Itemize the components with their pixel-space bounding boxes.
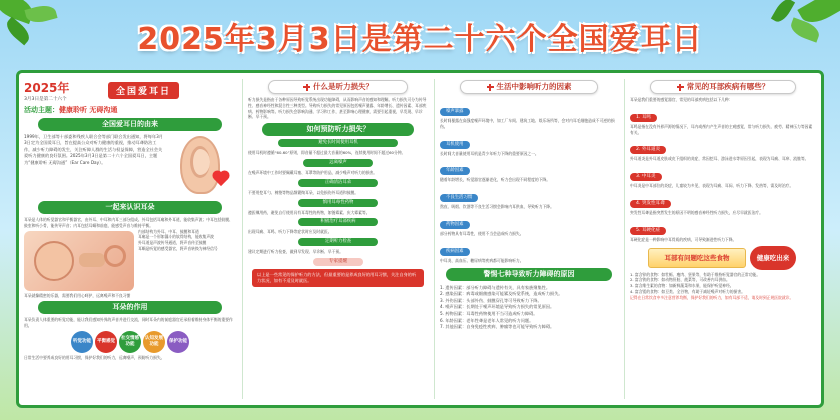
ear-illustration xyxy=(170,134,230,198)
anatomy-labels xyxy=(134,229,234,252)
food-item: 1. 富含锌的食物：如牡蛎、瘦肉、坚果等，有助于维持听觉器官的正常功能。 xyxy=(630,271,761,277)
tip-label: 慎用耳毒性药物 xyxy=(298,199,378,207)
tip-text: 使用耳机时遵循“60-60”原则，即音量不超过最大音量的60%，连续使用时间不超过60分钟。 xyxy=(248,150,406,156)
cause-item: 1. 遗传因素：部分听力障碍与遗传有关，具有家族聚集性。 xyxy=(440,284,551,290)
disease-text: 中耳炎是中耳部位的炎症，儿童较为多见，表现为耳痛、耳闷、听力下降、发热等，需及时治疗。 xyxy=(630,183,794,189)
function-bubble: 认知发展功能 xyxy=(143,331,165,353)
disease-label: 4. 突发性耳聋 xyxy=(630,200,671,208)
origin-block xyxy=(24,134,236,198)
column-3 xyxy=(435,73,623,405)
content-board xyxy=(16,70,824,408)
section-hearing-loss-title-text: 什么是听力损失？ xyxy=(313,82,373,91)
disease-label: 1. 耳鸣 xyxy=(630,114,657,122)
section-function-title: 耳朵的作用 xyxy=(38,301,222,314)
expert-label: 专家提醒 xyxy=(313,258,363,266)
medical-cross-icon xyxy=(677,84,684,91)
tip-label: 避免长时间使用耳机 xyxy=(278,139,398,147)
ear-caption: 耳朵就像精密的乐器，需要我们用心呵护，远离噪声和不良习惯 xyxy=(24,292,131,298)
disease-label: 5. 耳硬化症 xyxy=(630,227,666,235)
section-prevention-title: 如何预防听力损失？ xyxy=(262,123,414,136)
tip-text: 遵医嘱用药，避免自行使用具有耳毒性的药物，如链霉素、庆大霉素等。 xyxy=(248,209,370,215)
section-ear-title: 一起来认识耳朵 xyxy=(38,201,222,214)
column-4 xyxy=(625,73,821,405)
function-footer-text: 日常生活中要养成良好的用耳习惯，保护好我们的听力，远离噪声，预防听力损失。 xyxy=(24,354,165,360)
factor-text: 熬夜、吸烟、饮酒等不良生活习惯会影响内耳供血，导致听力下降。 xyxy=(440,204,554,210)
disease-text: 耳鸣是指在没有外界声源的情况下，耳内或颅内产生声音的主观感觉，常与听力损失、疲劳、精神压力等因素有关。 xyxy=(630,123,813,135)
tip-label: 正确清洁耳朵 xyxy=(298,179,378,187)
factor-text: 随着年龄增长，听觉器官逐渐老化，听力会出现不同程度的下降。 xyxy=(440,177,551,183)
food-banner-badge: 健康吃出来 xyxy=(750,246,796,270)
tip-label: 积极治疗耳部疾病 xyxy=(298,218,378,226)
factor-text: 长时间大音量使用耳机是青少年听力下降的重要原因之一。 xyxy=(440,150,539,156)
tip-text: 在噪声环境中工作时要佩戴耳塞、耳罩等防护用品，减少噪声对听力的损害。 xyxy=(248,169,378,175)
tip-label: 远离噪声 xyxy=(303,159,373,167)
cause-item: 4. 噪声因素：长期处于噪声环境是导致听力损失的常见原因。 xyxy=(440,304,555,310)
logo-date: 3月3日是第二十六个 xyxy=(24,97,67,102)
logo-year-box xyxy=(24,79,108,102)
section-origin-title: 全国爱耳日的由来 xyxy=(38,118,222,131)
medical-cross-icon xyxy=(303,84,310,91)
ear-intro-text: 耳朵是人体的听觉器官和平衡器官，由外耳、中耳和内耳三部分组成。外耳包括耳廓和外耳道，能收集声波；中耳包括鼓膜、鼓室和听小骨，能传导声音；内耳包括耳蜗和前庭，能感受声音与维持平衡。 xyxy=(24,217,233,228)
factor-label: 耳机使用 xyxy=(440,141,470,149)
anatomy-label: 内部结构为外耳、中耳、鼓膜和耳道 xyxy=(138,228,199,234)
cause-item: 2. 感染因素：病毒或细菌感染可能累及听觉系统，造成听力损失。 xyxy=(440,291,563,297)
cause-item: 5. 药物因素：耳毒性药物使用不当可造成听力障碍。 xyxy=(440,310,538,316)
tip-text: 建议定期进行听力检查，做到早发现、早诊断、早干预。 xyxy=(248,249,343,255)
factor-label: 药物因素 xyxy=(440,221,470,229)
section-diseases-title xyxy=(650,80,796,94)
factor-label: 疾病因素 xyxy=(440,248,470,256)
section-factors-title-text: 生活中影响听力的因素 xyxy=(496,82,572,91)
disease-text: 突发性耳聋是指突然发生的原因不明的感音神经性听力损失，应尽早就医治疗。 xyxy=(630,209,763,215)
disease-label: 2. 外耳道炎 xyxy=(630,146,666,154)
anatomy-block xyxy=(24,229,236,293)
disease-label: 3. 中耳炎 xyxy=(630,173,662,181)
factor-text: 部分药物具有耳毒性，使用不当会造成听力损失。 xyxy=(440,230,524,236)
section-hearing-loss-title xyxy=(268,80,408,94)
tip-label: 定期听力检查 xyxy=(298,238,378,246)
tip-text: 出现耳痛、耳鸣、听力下降等症状时应及时就医。 xyxy=(248,229,332,235)
function-bubbles xyxy=(24,331,236,353)
food-banner-text: 耳部有问题吃这些食物 xyxy=(648,248,746,268)
tip-text: 不要用挖耳勺、棉签等物品频繁掏耳朵，以免损伤外耳道和鼓膜。 xyxy=(248,189,359,195)
anatomy-label: 耳蜗是听觉的感受器官，将声音转换为神经信号 xyxy=(138,245,218,251)
column-1 xyxy=(19,73,241,405)
anatomy-label: 耳廓是一个形如漏斗的软骨结构，能收集声波 xyxy=(138,234,214,240)
function-bubble: 听觉功能 xyxy=(71,331,93,353)
factor-label: 不良生活习惯 xyxy=(440,194,478,202)
logo-year: 2025年 xyxy=(24,81,70,95)
food-item: 4. 富含镁的食物：如豆类、全谷物，有助于减轻噪声对听力的损害。 xyxy=(630,288,745,294)
food-banner xyxy=(648,246,798,272)
disease-text: 外耳道炎是外耳道皮肤或皮下组织的炎症，常因挖耳、游泳进水等原因引起，表现为耳痛、耳痒、流脓等。 xyxy=(630,156,809,162)
title-bar xyxy=(0,14,840,58)
factor-label: 年龄因素 xyxy=(440,167,470,175)
food-item: 3. 富含维生素的食物：如新鲜蔬菜和水果，能保护听觉神经。 xyxy=(630,283,734,289)
food-footer-text: 记得在日常饮食中多注意营养均衡，保护好我们的听力，如有耳部不适，请及时到正规医院就诊。 xyxy=(630,294,794,300)
medical-cross-icon xyxy=(487,84,494,91)
hearing-loss-text: 听力损失是指由于各种原因导致听觉系统出现功能障碍，从而影响声音的感知和理解。听力损失可分为传导性、感音神经性和混合性三种类型。导致听力损失的常见原因包括噪声暴露、年龄增长、遗传因素、耳部疾病、药物影响等。听力损失会影响沟通、学习和工作，甚至影响心理健康，需要引起重视，早发现、早诊断、早干预。 xyxy=(248,97,427,120)
factor-text: 长时间暴露在高强度噪声环境中，如工厂车间、建筑工地、娱乐场所等，会对内耳毛细胞造成不可逆的损伤。 xyxy=(440,118,615,129)
disease-text: 耳硬化症是一种影响中耳骨质的疾病，可导致渐进性听力下降。 xyxy=(630,236,737,242)
column-2 xyxy=(243,73,433,405)
section-factors-title xyxy=(460,80,598,94)
function-bubble: 平衡感觉 xyxy=(95,331,117,353)
food-item: 2. 富含铁的食物：如动物肝脏、菠菜等，可改善内耳供血。 xyxy=(630,277,730,283)
function-bubble: 保护功能 xyxy=(167,331,189,353)
cause-item: 3. 外伤因素：头部外伤、鼓膜穿孔等可导致听力下降。 xyxy=(440,297,542,303)
function-bubble: 社交情感功能 xyxy=(119,331,141,353)
cause-item: 6. 年龄因素：老年性聋是老年人常见的听力问题。 xyxy=(440,317,534,323)
logo-block xyxy=(24,79,236,102)
function-text: 耳朵负责人体重要的听觉功能，能让我们感知外界的声音并进行交流，同时耳朵内的前庭器官还承担着维持身体平衡的重要作用。 xyxy=(24,317,233,329)
theme-text: 健康聆听 无碍沟通 xyxy=(59,106,118,114)
theme-label: 活动主题： xyxy=(24,106,59,114)
factor-label: 噪声暴露 xyxy=(440,108,470,116)
expert-text: 以上是一些常见的保护听力的方法，但最重要的是养成良好的用耳习惯，关注自身的听力状况，如有不适及时就医。 xyxy=(252,269,424,287)
main-title: 2025年3月3日是第二十六个全国爱耳日 xyxy=(137,22,703,57)
origin-text: 1999年，卫生部等十部委和残疾人联合会等部门联合发出通知，将每年3月3日定为全国爱耳日，旨在提高公众对听力健康的重视，推动耳聋防治工作，减少听力障碍的发生，关注听障人群的生活与权益保障，营造全社会关爱听力健康的良好氛围。2025年3月3日是第二十六个全国爱耳日，主题为“健康聆听 无碍沟通”（Ear Care Day）。 xyxy=(24,134,163,165)
factor-text: 中耳炎、高血压、糖尿病等疾病都可能影响听力。 xyxy=(440,257,524,263)
theme-row xyxy=(24,105,236,115)
section-diseases-title-text: 常见的耳部疾病有哪些？ xyxy=(686,82,770,91)
anatomy-label: 外耳道是声波传导通道，将声音传至鼓膜 xyxy=(138,240,207,246)
logo-text: 全国爱耳日 xyxy=(108,82,179,99)
diseases-intro: 耳朵是我们重要的感觉器官，常见的耳部疾病包括以下几种： xyxy=(630,97,733,102)
cause-item: 7. 其他因素：自身免疫性疾病、肿瘤等也可能导致听力障碍。 xyxy=(440,324,555,330)
ear-anatomy-illustration xyxy=(24,231,134,291)
section-causes-title: 警惕七种导致听力障碍的原因 xyxy=(446,268,612,281)
